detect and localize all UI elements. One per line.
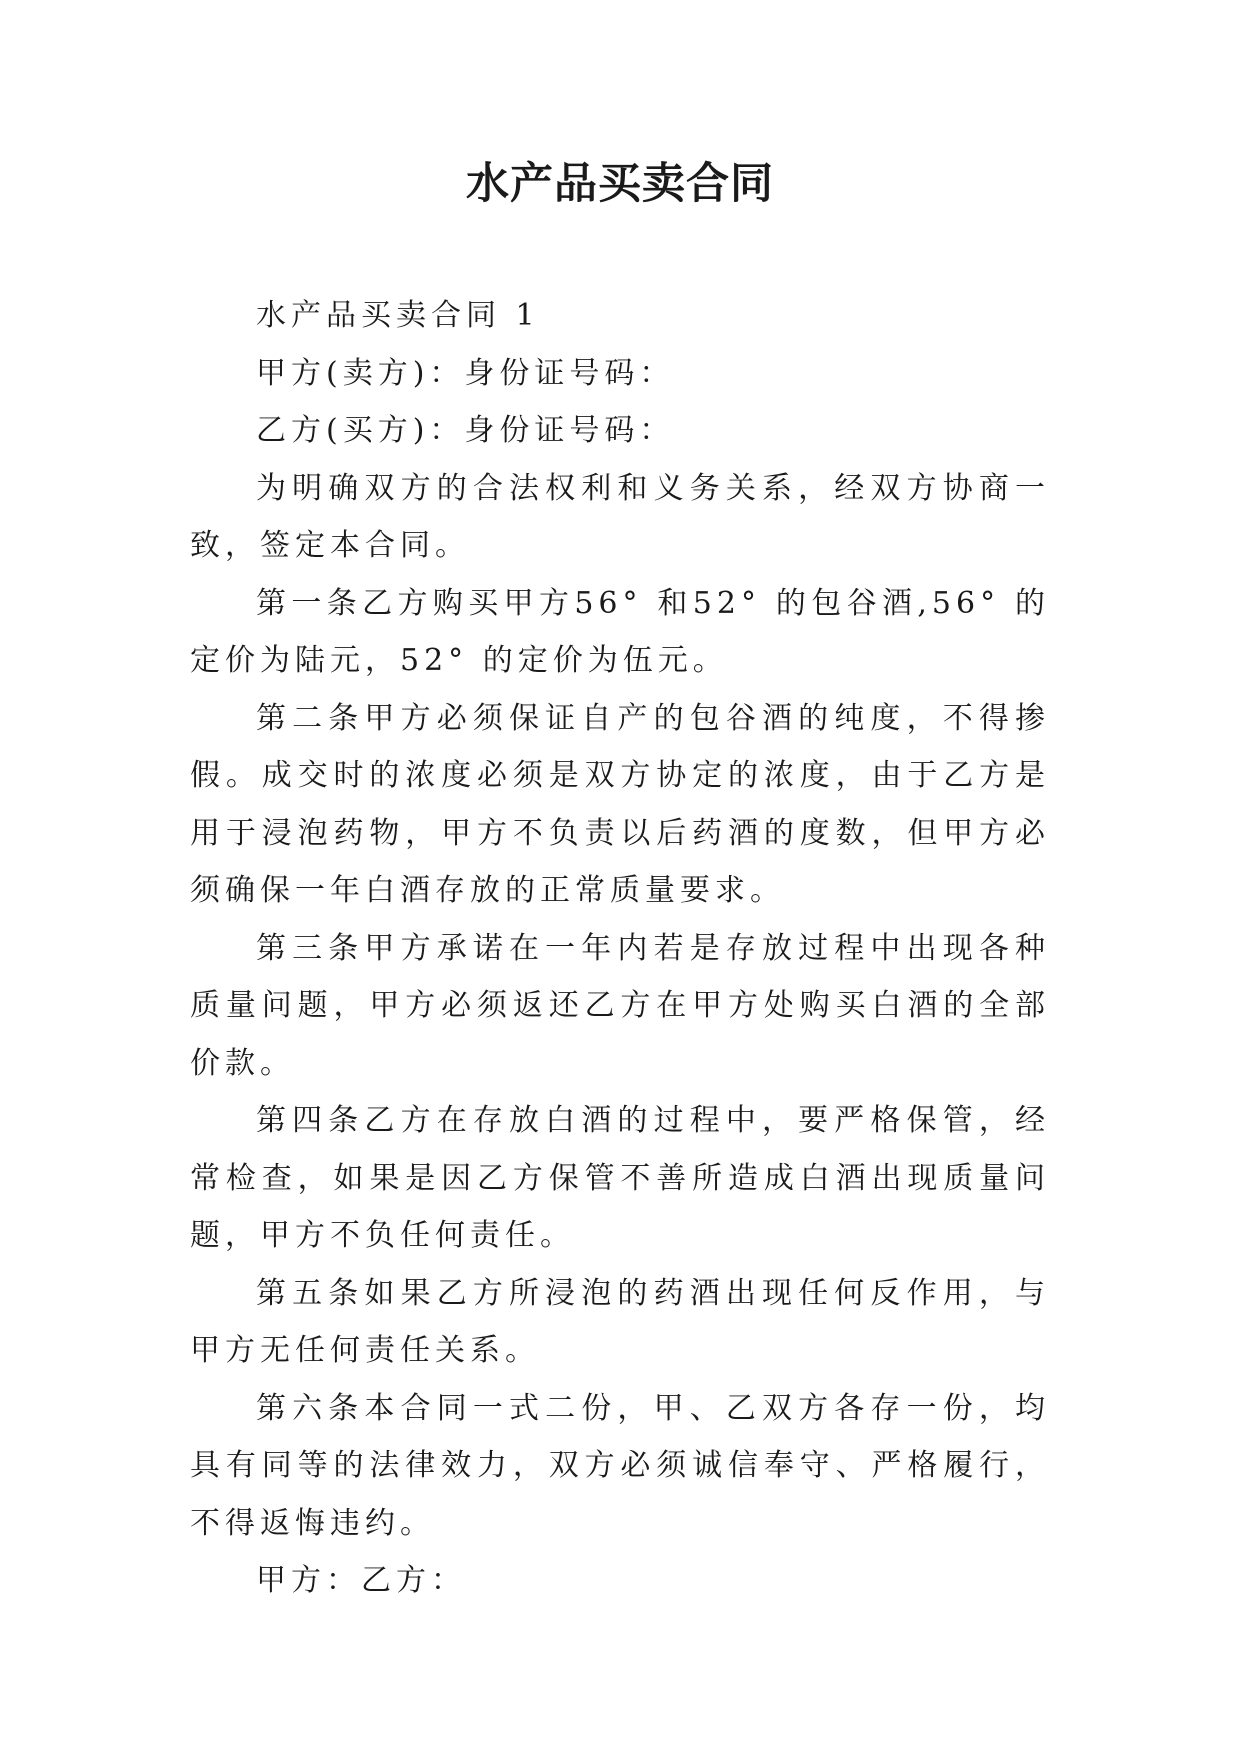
paragraph-article-6: 第六条本合同一式二份，甲、乙双方各存一份，均具有同等的法律效力，双方必须诚信奉守、严格履行，不得返悔违约。: [190, 1390, 1050, 1541]
paragraph-party-a: 甲方(卖方)：身份证号码：: [256, 355, 675, 391]
paragraph-subtitle: 水产品买卖合同 1: [256, 298, 540, 333]
document-body: [190, 287, 1050, 1610]
paragraph-article-4: 第四条乙方在存放白酒的过程中，要严格保管，经常检查，如果是因乙方保管不善所造成白酒出现质量问题，甲方不负任何责任。: [190, 1103, 1050, 1253]
paragraph-preamble: 为明确双方的合法权利和义务关系，经双方协商一致，签定本合同。: [190, 470, 1050, 563]
paragraph-article-3: 第三条甲方承诺在一年内若是存放过程中出现各种质量问题，甲方必须返还乙方在甲方处购买白酒的全部价款。: [190, 930, 1050, 1081]
paragraph-article-1: 第一条乙方购买甲方56° 和52° 的包谷酒,56° 的定价为陆元，52° 的定价为伍元。: [190, 585, 1050, 678]
document-title: 水产品买卖合同: [466, 159, 774, 209]
paragraph-article-2: 第二条甲方必须保证自产的包谷酒的纯度，不得掺假。成交时的浓度必须是双方协定的浓度，由于乙方是用于浸泡药物，甲方不负责以后药酒的度数，但甲方必须确保一年白酒存放的正常质量要求。: [190, 700, 1050, 908]
paragraph-signatures: 甲方：乙方：: [256, 1563, 466, 1598]
document-page: [190, 0, 1050, 1754]
paragraph-article-5: 第五条如果乙方所浸泡的药酒出现任何反作用，与甲方无任何责任关系。: [190, 1275, 1050, 1368]
paragraph-party-b: 乙方(买方)：身份证号码：: [256, 413, 675, 448]
